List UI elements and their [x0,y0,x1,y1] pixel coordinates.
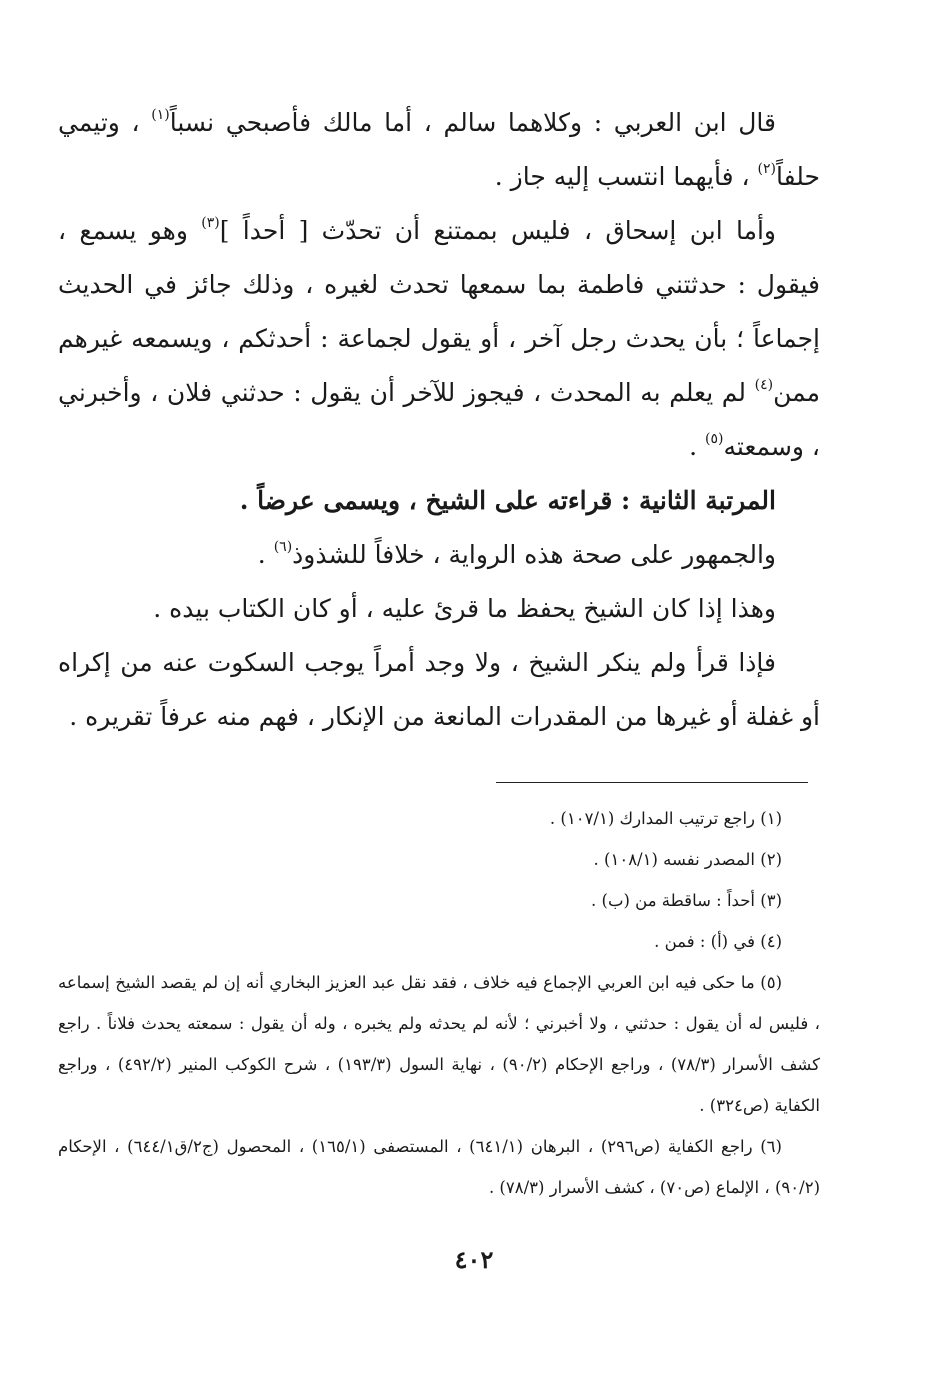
text-segment: وهو يسمع ، فيقول : حدثتني فاطمة بما سمعها تحدث لغيره ، وذلك جائز في الحديث إجماعاً ؛ بأن يحدث رجل آخر ، أو يقول لجماعة : أحدثكم ، ويسمعه غيرهم ممن [58,216,820,407]
footnote-marker-6: (٦) [273,539,293,555]
footnote-marker-5: (٥) [705,431,724,447]
text-segment: والجمهور على صحة هذه الرواية ، خلافاً للشذوذ [292,540,776,569]
main-text [58,96,820,744]
footnote-3: (٣) أحداً : ساقطة من (ب) . [591,891,782,910]
footnote-marker-3: (٣) [201,215,220,231]
text-segment: . [689,432,706,461]
footnote-6: (٦) راجع الكفاية (ص٢٩٦) ، البرهان (٦٤١/١) ، المستصفى (١٦٥/١) ، المحصول (ج٢/ق٦٤٤/١) ، الإحكام (٩٠/٢) ، الإلماع (ص٧٠) ، كشف الأسرار (٧٨/٣) . [58,1137,820,1197]
section-heading: المرتبة الثانية : قراءته على الشيخ ، ويسمى عرضاً . [239,486,776,515]
paragraph-ibn-ishaq [58,204,820,474]
paragraph-hifz: وهذا إذا كان الشيخ يحفظ ما قرئ عليه ، أو كان الكتاب بيده . [153,594,776,623]
footnote-marker-4: (٤) [754,377,774,393]
paragraph-iqrar: فإذا قرأ ولم ينكر الشيخ ، ولا وجد أمراً يوجب السكوت عنه من إكراه أو غفلة أو غيرها من المقدرات المانعة من الإنكار ، فهم منه عرفاً تقريره . [58,648,820,731]
footnote-5: (٥) ما حكى فيه ابن العربي الإجماع فيه خلاف ، فقد نقل عبد العزيز البخاري أنه إن لم يقصد الشيخ إسماعه ، فليس له أن يقول : حدثني ، ولا أخبرني ؛ لأنه لم يحدثه ولم يخبره ، وله أن يقول : سمعته يحدث فلاناً . راجع كشف الأسرار (٧٨/٣) ، وراجع الإحكام (٩٠/٢) ، نهاية السول (١٩٣/٣) ، شرح الكوكب المنير (٤٩٢/٢) ، وراجع الكفاية (ص٣٢٤) . [58,973,820,1115]
text-segment: لم يعلم به المحدث ، فيجوز للآخر أن يقول : حدثني فلان ، وأخبرني ، وسمعته [58,378,820,461]
footnote-separator [496,782,808,783]
text-segment: قال ابن العربي : وكلاهما سالم ، أما مالك فأصبحي نسباً [169,108,776,137]
footnote-2: (٢) المصدر نفسه (١٠٨/١) . [593,850,782,869]
text-segment: ، وتيمي حلفاً [58,108,820,191]
text-segment: ، فأيهما انتسب إليه جاز . [494,162,758,191]
footnote-marker-2: (٢) [757,161,776,177]
footnote-marker-1: (١) [151,107,170,123]
footnote-4: (٤) في (أ) : فمن . [654,932,782,951]
paragraph-jumhur [58,528,820,582]
footnotes-section [58,798,820,1208]
footnote-1: (١) راجع ترتيب المدارك (١٠٧/١) . [549,809,782,828]
text-segment: . [257,540,274,569]
text-segment: وأما ابن إسحاق ، فليس بممتنع أن تحدّث [ أحداً ] [219,216,776,245]
page-number: ٤٠٢ [454,1245,494,1274]
paragraph-ibn-arabi [58,96,820,204]
